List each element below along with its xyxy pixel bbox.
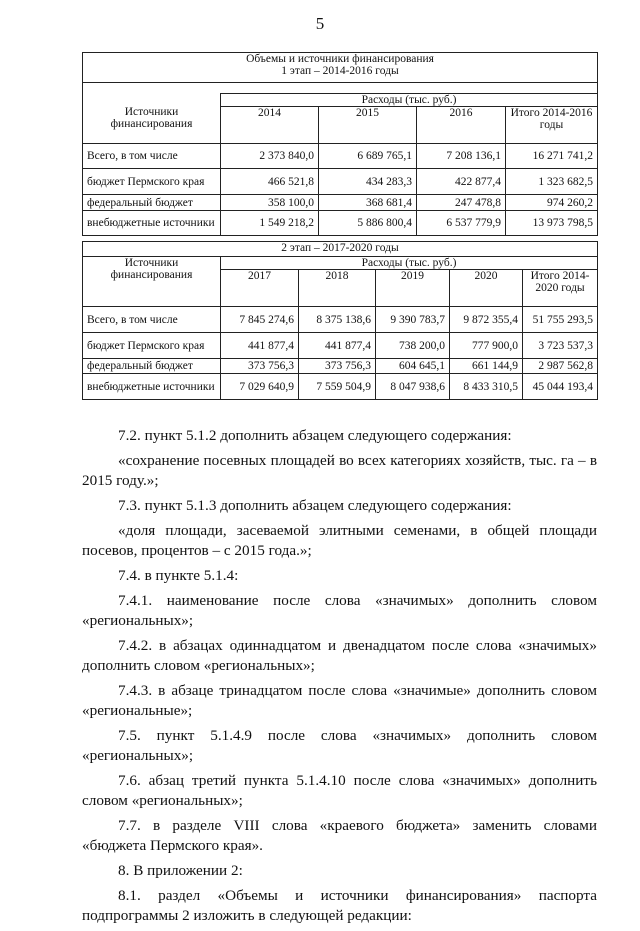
- table-row: [83, 374, 598, 400]
- total-header: Итого 2014-2016 годы: [506, 107, 598, 144]
- year-header: 2018: [299, 270, 376, 307]
- cell-value: 7 559 504,9: [299, 374, 376, 400]
- cell-value: 8 047 938,6: [376, 374, 450, 400]
- expenses-header: Расходы (тыс. руб.): [221, 94, 598, 107]
- cell-value: 422 877,4: [417, 169, 506, 195]
- cell-value: 3 723 537,3: [523, 333, 598, 359]
- cell-value: 738 200,0: [376, 333, 450, 359]
- table-row: [83, 359, 598, 374]
- expenses-header: Расходы (тыс. руб.): [221, 257, 598, 270]
- cell-value: 974 260,2: [506, 195, 598, 211]
- cell-value: 7 208 136,1: [417, 144, 506, 169]
- source-header: Источники финансирования: [83, 94, 221, 144]
- cell-value: 6 537 779,9: [417, 211, 506, 236]
- table-title-cell: [83, 53, 598, 83]
- page-number: 5: [315, 14, 325, 33]
- cell-value: 368 681,4: [319, 195, 417, 211]
- table-row: [83, 307, 598, 333]
- year-header: 2015: [319, 107, 417, 144]
- cell-value: 777 900,0: [450, 333, 523, 359]
- table-row: [83, 333, 598, 359]
- cell-value: 1 549 218,2: [221, 211, 319, 236]
- cell-value: 5 886 800,4: [319, 211, 417, 236]
- paragraph-7-6: 7.6. абзац третий пункта 5.1.4.10 после слова «значимых» дополнить словом «региональных»;: [82, 772, 597, 809]
- paragraph-7-4-2: 7.4.2. в абзацах одиннадцатом и двенадцатом после слова «значимых» дополнить словом «региональных»;: [82, 637, 597, 674]
- row-label: бюджет Пермского края: [83, 333, 221, 359]
- paragraph-quote-7-3: «доля площади, засеваемой элитными семенами, в общей площади посевов, процентов – с 2015 года.»;: [82, 522, 597, 559]
- body-text: [82, 426, 597, 931]
- cell-value: 466 521,8: [221, 169, 319, 195]
- cell-value: 16 271 741,2: [506, 144, 598, 169]
- cell-value: 661 144,9: [450, 359, 523, 374]
- row-label: внебюджетные источники: [83, 374, 221, 400]
- cell-value: 9 390 783,7: [376, 307, 450, 333]
- row-label: федеральный бюджет: [83, 359, 221, 374]
- stage-1-caption: 1 этап – 2014-2016 годы: [281, 65, 399, 77]
- row-label: бюджет Пермского края: [83, 169, 221, 195]
- cell-value: 2 373 840,0: [221, 144, 319, 169]
- paragraph-quote-7-2: «сохранение посевных площадей во всех категориях хозяйств, тыс. га – в 2015 году.»;: [82, 452, 597, 489]
- cell-value: 434 283,3: [319, 169, 417, 195]
- cell-value: 604 645,1: [376, 359, 450, 374]
- row-label: Всего, в том числе: [83, 307, 221, 333]
- cell-value: 441 877,4: [299, 333, 376, 359]
- cell-value: 9 872 355,4: [450, 307, 523, 333]
- cell-value: 13 973 798,5: [506, 211, 598, 236]
- table-row: [83, 144, 598, 169]
- source-header: Источники финансирования: [83, 257, 221, 307]
- stage-2-caption: 2 этап – 2017-2020 годы: [83, 242, 598, 257]
- total-header: Итого 2014-2020 годы: [523, 270, 598, 307]
- cell-value: 7 845 274,6: [221, 307, 299, 333]
- cell-value: 45 044 193,4: [523, 374, 598, 400]
- year-header: 2014: [221, 107, 319, 144]
- row-label: Всего, в том числе: [83, 144, 221, 169]
- cell-value: 8 433 310,5: [450, 374, 523, 400]
- cell-value: 247 478,8: [417, 195, 506, 211]
- paragraph-7-4-1: 7.4.1. наименование после слова «значимых» дополнить словом «региональных»;: [82, 592, 597, 629]
- paragraph-7-4-3: 7.4.3. в абзаце тринадцатом после слова «значимые» дополнить словом «региональные»;: [82, 682, 597, 719]
- spacer-row: [83, 83, 598, 94]
- paragraph-8-1: 8.1. раздел «Объемы и источники финансирования» паспорта подпрограммы 2 изложить в следующей редакции:: [82, 887, 597, 924]
- paragraph-7-7: 7.7. в разделе VIII слова «краевого бюджета» заменить словами «бюджета Пермского края».: [82, 817, 597, 854]
- cell-value: 2 987 562,8: [523, 359, 598, 374]
- cell-value: 373 756,3: [221, 359, 299, 374]
- paragraph-7-2: 7.2. пункт 5.1.2 дополнить абзацем следующего содержания:: [118, 427, 512, 444]
- table-row: [83, 211, 598, 236]
- cell-value: 441 877,4: [221, 333, 299, 359]
- year-header: 2017: [221, 270, 299, 307]
- table-title: Объемы и источники финансирования: [246, 53, 434, 65]
- cell-value: 51 755 293,5: [523, 307, 598, 333]
- table-row: [83, 169, 598, 195]
- year-header: 2019: [376, 270, 450, 307]
- paragraph-7-5: 7.5. пункт 5.1.4.9 после слова «значимых» дополнить словом «региональных»;: [82, 727, 597, 764]
- cell-value: 6 689 765,1: [319, 144, 417, 169]
- paragraph-7-3: 7.3. пункт 5.1.3 дополнить абзацем следующего содержания:: [118, 497, 512, 514]
- row-label: федеральный бюджет: [83, 195, 221, 211]
- row-label: внебюджетные источники: [83, 211, 221, 236]
- cell-value: 8 375 138,6: [299, 307, 376, 333]
- paragraph-8: 8. В приложении 2:: [118, 862, 243, 879]
- cell-value: 373 756,3: [299, 359, 376, 374]
- cell-value: 1 323 682,5: [506, 169, 598, 195]
- financing-table-stage-1: [82, 52, 598, 236]
- year-header: 2020: [450, 270, 523, 307]
- paragraph-7-4: 7.4. в пункте 5.1.4:: [118, 567, 239, 584]
- cell-value: 7 029 640,9: [221, 374, 299, 400]
- table-row: [83, 195, 598, 211]
- financing-table-stage-2: [82, 241, 598, 400]
- cell-value: 358 100,0: [221, 195, 319, 211]
- year-header: 2016: [417, 107, 506, 144]
